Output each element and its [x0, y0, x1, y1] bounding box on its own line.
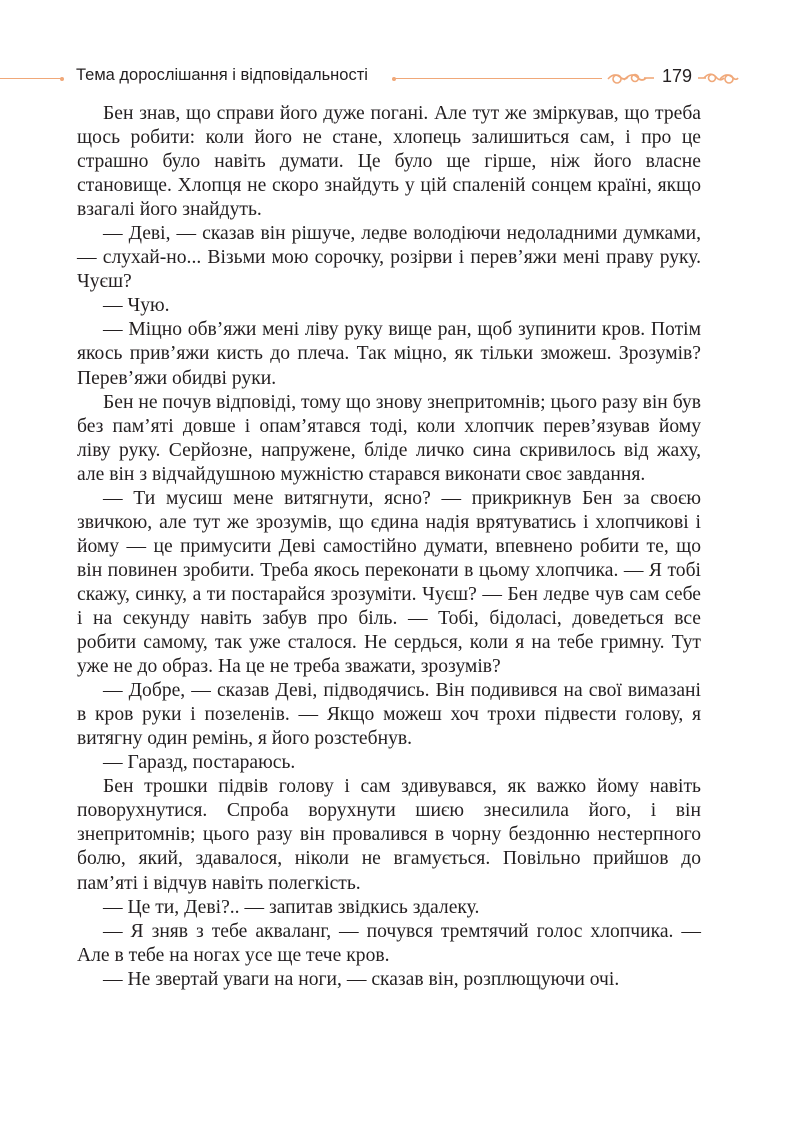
swirl-ornament-icon [606, 68, 656, 88]
paragraph: — Не звертай уваги на ноги, — сказав він, розплющуючи очі. [103, 968, 620, 990]
chapter-title: Тема дорослішання і відповідальності [76, 66, 368, 84]
paragraph: — Чую. [103, 295, 170, 317]
paragraph: — Деві, — сказав він рішуче, ледве володіючи недоладними думками, — слухай-но... Візьми мою сорочку, розірви і перев’яжи мені праву руку. Чуєш? [77, 223, 701, 293]
story-text [77, 102, 701, 992]
page-number: 179 [662, 66, 693, 86]
header-rule-middle [394, 78, 602, 79]
paragraph: Бен знав, що справи його дуже погані. Але тут же зміркував, що треба щось робити: коли його не стане, хлопець залишиться сам, і про це страшно було навіть думати. Це було ще гірше, ніж його власне становище. Хлопця не скоро знайдуть у цій спаленій сонцем країні, якщо взагалі його знайдуть. [77, 103, 701, 221]
running-header [0, 62, 794, 92]
paragraph: — Добре, — сказав Деві, підводячись. Він подивився на свої вимазані в кров руки і позеленів. — Якщо можеш хоч трохи підвести голову, я витягну один ремінь, я його розстебнув. [77, 680, 701, 750]
header-rule-dot [60, 77, 64, 81]
swirl-ornament-icon [696, 68, 740, 88]
paragraph: Бен не почув відповіді, тому що знову знепритомнів; цього разу він був без пам’яті довше і опам’ятався тоді, коли хлопчик перев’язував йому ліву руку. Серйозне, напружене, бліде личко сина скривилось від жаху, але він з відчайдушною мужністю старався виконати своє завдання. [77, 391, 701, 485]
header-rule-left [0, 78, 62, 79]
paragraph: — Я зняв з тебе акваланг, — почувся тремтячий голос хлопчика. — Але в тебе на ногах усе ще тече кров. [77, 920, 701, 966]
paragraph: — Це ти, Деві?.. — запитав звідкись здалеку. [103, 896, 480, 918]
paragraph: Бен трошки підвів голову і сам здивувався, як важко йому навіть поворухнутися. Спроба ворухнути шиєю знесилила його, і він знепритомнів; цього разу він провалився в чорну бездонню нестерпного болю, який, здавалося, ніколи не вгамується. Повільно прийшов до пам’яті і відчув навіть полегкість. [77, 776, 701, 894]
paragraph: — Гаразд, постараюсь. [103, 752, 296, 774]
paragraph: — Міцно обв’яжи мені ліву руку вище ран, щоб зупинити кров. Потім якось прив’яжи кисть до плеча. Так міцно, як тільки зможеш. Зрозумів? Перев’яжи обидві руки. [77, 319, 701, 389]
paragraph: — Ти мусиш мене витягнути, ясно? — прикрикнув Бен за своєю звичкою, але тут же зрозумів, що єдина надія врятуватись і хлопчикові і йому — це примусити Деві самостійно думати, впевнено робити те, що він повинен зробити. Треба якось переконати в цьому хлопчика. — Я тобі скажу, синку, а ти постарайся зрозуміти. Чуєш? — Бен ледве чув сам себе і на секунду навіть забув про біль. — Тобі, бідоласі, доведеться все робити самому, так уже сталося. Не сердься, коли я на тебе гримну. Тут уже не до образ. На це не треба зважати, зрозумів? [77, 487, 701, 678]
